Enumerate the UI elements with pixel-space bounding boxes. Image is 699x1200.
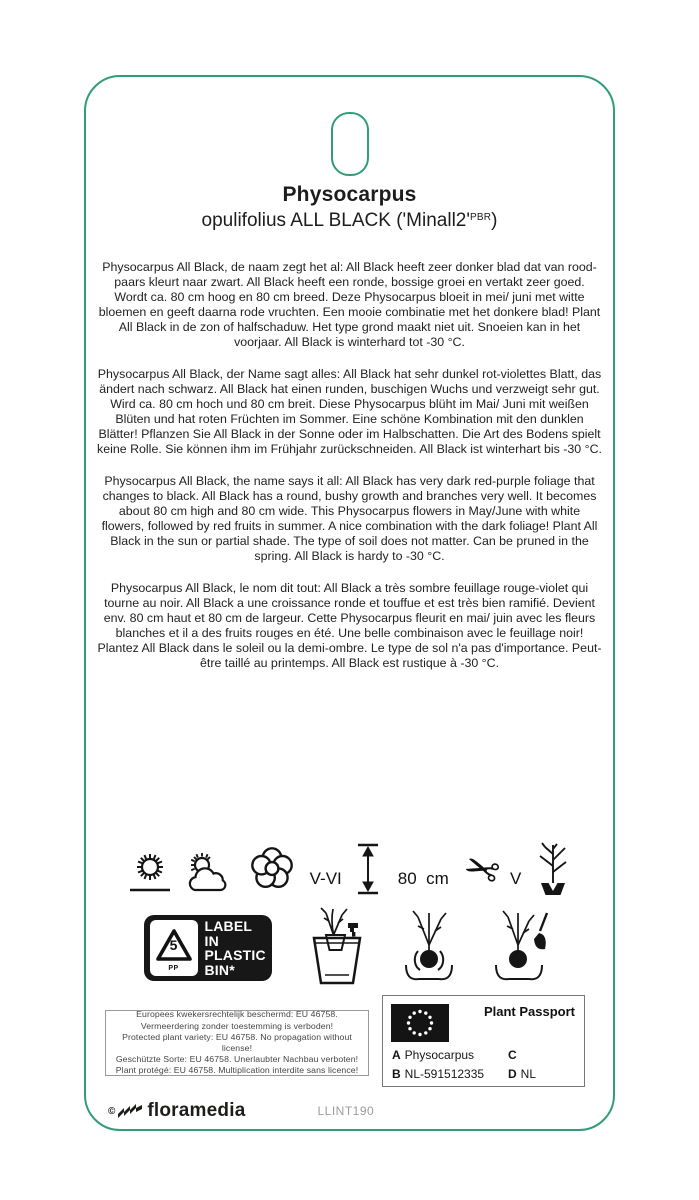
breeders-rights-box: [105, 1010, 369, 1076]
recycle-number: 5: [169, 937, 178, 953]
recycle-pp5-icon: [150, 920, 198, 976]
subtitle-text: opulifolius ALL BLACK ('Minall2': [201, 210, 470, 231]
description-english: Physocarpus All Black, the name says it all: All Black has very dark red-purple foliage that changes to black. All Black has a round, bushy growth and branches very well. It becomes about 80 cm high and 80 cm wide. This Physocarpus flowers in May/June with white flowers, followed by red fruits in summer. A nice combination with the dark foliage! Plant All Black in the sun or partial shade. The type of soil does not matter. Can be pruned in the spring. All Black is hardy to -30 °C.: [101, 474, 598, 563]
passport-value-d: NL: [520, 1067, 537, 1081]
plant-label-card: [84, 75, 615, 1131]
passport-field-c: [508, 1048, 521, 1062]
height-unit: cm: [426, 869, 449, 888]
bucket-watering-icon: [302, 905, 368, 985]
badge-line-2: PLASTIC: [204, 947, 266, 963]
badge-line-3: BIN*: [204, 961, 235, 978]
passport-value-a: Physocarpus: [404, 1048, 475, 1062]
sun-cloud-icon: [184, 849, 234, 897]
passport-letter-c: C: [508, 1048, 517, 1062]
passport-field-d: [508, 1067, 536, 1081]
title-block: [86, 183, 613, 232]
passport-letter-b: B: [392, 1067, 401, 1081]
description-french: Physocarpus All Black, le nom dit tout: All Black a très sombre feuillage rouge-violet qui tourne au noir. All Black a une croissance ronde et touffue et est très bien ramifié. Devient env. 80 cm haut et 80 cm de largeur. Cette Physocarpus fleurit en mai/ juin avec les fleurs blanches et il a des fruits rouges en été. Une belle combinaison avec le feuillage noir! Plantez All Black dans le soleil ou la demi-ombre. Le type de sol n'a pas d'importance. Peut-être taillé au printemps. All Black est rustique à -30 °C.: [97, 581, 602, 670]
planting-pictogram-row: [86, 901, 613, 985]
recycle-code: PP: [168, 965, 179, 972]
flower-icon: [245, 841, 299, 897]
copyright-mark: ©: [108, 1105, 116, 1117]
passport-field-a: [392, 1048, 474, 1062]
plastic-bin-badge: [144, 915, 272, 981]
passport-letter-d: D: [508, 1067, 517, 1081]
eu-flag-icon: [391, 1004, 449, 1042]
height-value-label: [398, 869, 449, 889]
height-arrow-icon: [355, 841, 381, 897]
footer: [108, 1097, 583, 1125]
plant-genus-title: Physocarpus: [282, 183, 417, 206]
plastic-bin-text: [198, 919, 266, 977]
leaf-chevrons-icon: [117, 1102, 143, 1120]
subtitle-close: ): [491, 210, 498, 231]
description-dutch: Physocarpus All Black, de naam zegt het al: All Black heeft zeer donker blad dat van rood-paars kleurt naar zwart. All Black heeft een ronde, bossige groei en vertakt zeer goed. Wordt ca. 80 cm hoog en 80 cm breed. Deze Physocarpus bloeit in mei/ juni met witte bloemen en geeft daarna rode vruchten. Een mooie combinatie met het donkere blad! Plant All Black in de zon of halfschaduw. Het type grond maakt niet uit. Snoeien kan in het voorjaar. All Black is winterhard tot -30 °C.: [98, 260, 601, 349]
rootball-unpot-icon: [398, 905, 460, 985]
brand-name: floramedia: [147, 1100, 246, 1121]
legal-line-nl-2: Vermeerdering zonder toestemming is verboden!: [140, 1020, 334, 1031]
plant-variety-subtitle: [86, 210, 613, 232]
flowering-months-label: V-VI: [309, 869, 342, 888]
pruning-shears-icon: ✂: [457, 840, 506, 899]
plant-passport-box: [382, 995, 585, 1087]
floramedia-logo: [108, 1100, 245, 1122]
twig-in-pot-icon: [534, 839, 572, 897]
passport-letter-a: A: [392, 1048, 401, 1062]
legal-line-nl-1: Europees kwekersrechtelijk beschermd: EU 46758.: [136, 1009, 338, 1020]
passport-field-b: [392, 1067, 484, 1081]
pbr-superscript: PBR: [469, 212, 492, 223]
pruning-month-label: V: [510, 869, 522, 888]
legal-line-en: Protected plant variety: EU 46758. No propagation without license!: [122, 1031, 352, 1053]
height-number: 80: [397, 869, 417, 888]
legal-line-de: Geschützte Sorte: EU 46758. Unerlaubter Nachbau verboten!: [115, 1054, 359, 1065]
hang-hole: [331, 112, 369, 176]
care-pictogram-row: [86, 829, 613, 897]
passport-value-b: NL-591512335: [404, 1067, 485, 1081]
badge-line-1: LABEL IN: [204, 918, 252, 949]
rootball-shovel-icon: [490, 905, 556, 985]
sun-icon: [127, 849, 173, 897]
description-paragraphs: [97, 260, 602, 688]
print-code: LLINT190: [317, 1104, 375, 1118]
passport-title: Plant Passport: [483, 1004, 575, 1019]
description-german: Physocarpus All Black, der Name sagt alles: All Black hat sehr dunkel rot-violettes Blatt, das ändert nach schwarz. All Black hat einen runden, buschigen Wuchs und verzweigt sehr gut. Wird ca. 80 cm hoch und 80 cm breit. Diese Physocarpus blüht im Mai/ Juni mit weißen Blüten und hat roten Früchten im Sommer. Eine schöne Kombination mit den dunklen Blätter! Pflanzen Sie All Black in der Sonne oder im Halbschatten. Die Art des Bodens spielt keine Rolle. Sie können ihm im Frühjahr zurückschneiden. All Black ist winterhart bis -30 °C.: [97, 367, 602, 456]
legal-line-fr: Plant protégé: EU 46758. Multiplication interdite sans licence!: [115, 1065, 359, 1076]
